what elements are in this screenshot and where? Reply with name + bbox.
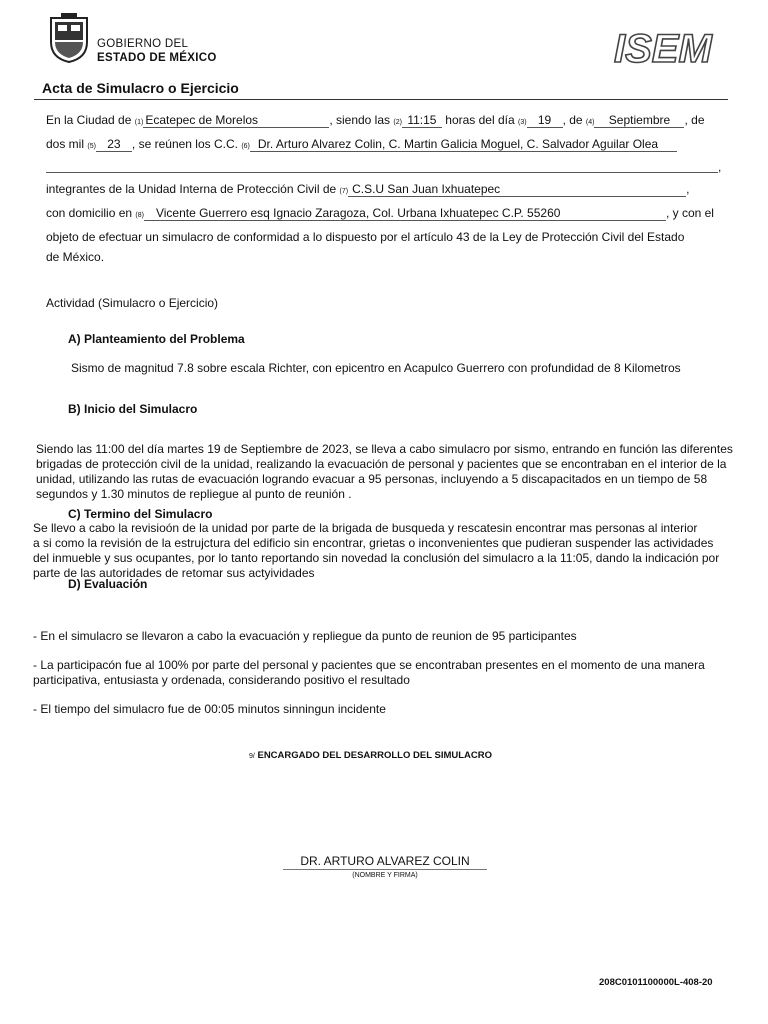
objeto-line-2: de México. xyxy=(46,250,105,264)
field-personas: Dr. Arturo Alvarez Colin, C. Martin Galicia Moguel, C. Salvador Aguilar Olea xyxy=(257,137,659,151)
isem-logo xyxy=(610,26,720,68)
field-unidad: C.S.U San Juan Ixhuatepec xyxy=(352,182,501,196)
form-line-4: con domicilio en (8) Vicente Guerrero esq Ignacio Zaragoza, Col. Urbana Ixhuatepec C.P. 55260 , y con el xyxy=(46,206,714,220)
signature-heading: 9/ ENCARGADO DEL DESARROLLO DEL SIMULACRO xyxy=(249,750,493,761)
isem-logo-text: ISEM xyxy=(614,27,712,68)
actividad-label: Actividad (Simulacro o Ejercicio) xyxy=(46,296,219,310)
evaluation-item-2: - La participacón fue al 100% por parte del personal y pacientes que se encontraban presentes en el momento de una manera xyxy=(33,658,705,672)
section-b-heading: B) Inicio del Simulacro xyxy=(68,402,198,416)
field-mes: Septiembre xyxy=(608,113,671,127)
title-divider xyxy=(34,99,728,100)
section-c-heading: C) Termino del Simulacro xyxy=(68,507,213,521)
evaluation-item-3: - El tiempo del simulacro fue de 00:05 minutos sinningun incidente xyxy=(33,702,386,716)
field-domicilio: Vicente Guerrero esq Ignacio Zaragoza, Col. Urbana Ixhuatepec C.P. 55260 xyxy=(155,206,561,220)
blank-line xyxy=(46,172,718,173)
signature-caption: (NOMBRE Y FIRMA) xyxy=(352,872,418,879)
government-name-line2: ESTADO DE MÉXICO xyxy=(97,52,217,64)
field-hora: 11:15 xyxy=(407,113,437,127)
section-c-line-2: a si como la revisión de la estrujctura del edificio sin encontrar, grietas o inconvenientes que pudieran suspender las actividades xyxy=(33,536,714,550)
section-c-line-4: parte de las autoridades de retomar sus actyividades xyxy=(33,566,315,580)
evaluation-item-1: - En el simulacro se llevaron a cabo la evacuación y repliegue da punto de reunion de 95 participantes xyxy=(33,629,577,643)
field-anio: 23 xyxy=(107,137,121,151)
form-line-2: dos mil (5) 23 , se reúnen los C.C. (6) Dr. Arturo Alvarez Colin, C. Martin Galicia Moguel, C. Salvador Aguilar Olea xyxy=(46,137,677,152)
section-c-line-3: del inmueble y sus ocupantes, por lo tanto reportando sin novedad la conclusión del simulacro a la 11:05, dando la indicación por xyxy=(33,551,720,565)
blank-line-comma: , xyxy=(718,160,722,174)
section-a-text: Sismo de magnitud 7.8 sobre escala Richter, con epicentro en Acapulco Guerrero con profundidad de 8 Kilometros xyxy=(71,361,681,375)
field-ciudad: Ecatepec de Morelos xyxy=(145,113,259,127)
section-c-line-1: Se llevo a cabo la revisioón de la unidad por parte de la brigada de busqueda y rescatesin encontrar mas personas al interior xyxy=(33,521,698,535)
signer-name: DR. ARTURO ALVAREZ COLIN xyxy=(283,854,487,870)
section-a-heading: A) Planteamiento del Problema xyxy=(68,332,245,346)
section-b-line-4: segundos y 1.30 minutos de repliegue al punto de reunión . xyxy=(36,487,352,501)
section-d-heading: D) Evaluación xyxy=(68,577,148,591)
state-seal-logo xyxy=(47,12,91,64)
section-b-line-3: unidad, utilizando las rutas de evacuación logrando evacuar a 95 personas, incluyendo a 5 discapacitados en un tiempo de 58 xyxy=(36,472,708,486)
evaluation-item-2-cont: participativa, entusiasta y ordenada, considerando positivo el resultado xyxy=(33,673,410,687)
objeto-line-1: objeto de efectuar un simulacro de conformidad a lo dispuesto por el artículo 43 de la Ley de Protección Civil del Estado xyxy=(46,230,685,244)
section-b-line-2: brigadas de protección civil de la unidad, realizando la evacuación de personal y pacientes que se encontraban en el interior de la xyxy=(36,457,727,471)
form-code: 208C0101100000L-408-20 xyxy=(599,977,713,988)
form-line-1: En la Ciudad de (1) Ecatepec de Morelos , siendo las (2) 11:15 horas del día (3) 19 , de (4) Septiembre , de xyxy=(46,113,705,127)
document-title: Acta de Simulacro o Ejercicio xyxy=(42,80,239,96)
section-b-line-1: Siendo las 11:00 del día martes 19 de Septiembre de 2023, se lleva a cabo simulacro por sismo, entrando en función las diferentes xyxy=(36,442,733,456)
form-line-3: integrantes de la Unidad Interna de Protección Civil de (7) C.S.U San Juan Ixhuatepec , xyxy=(46,182,690,196)
government-name-line1: GOBIERNO DEL xyxy=(97,38,189,50)
field-dia: 19 xyxy=(537,113,552,127)
